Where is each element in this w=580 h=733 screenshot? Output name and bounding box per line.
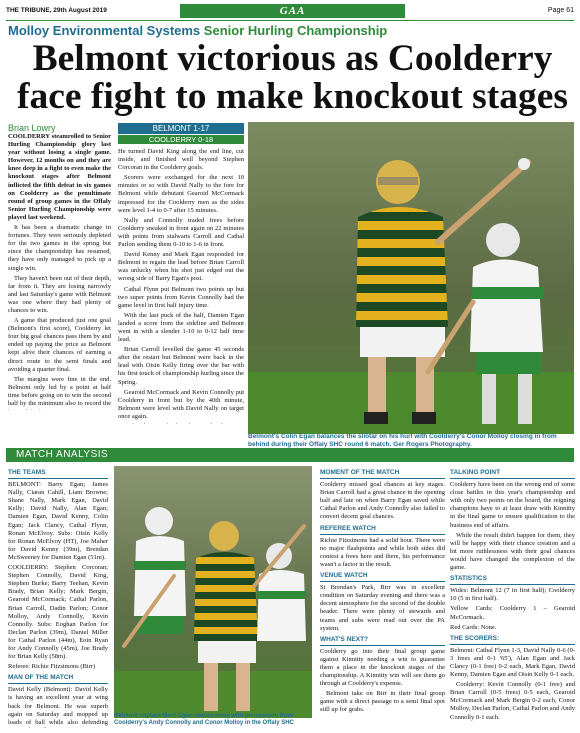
venue-heading: VENUE WATCH — [320, 572, 445, 582]
article-column-2-text — [118, 148, 244, 424]
kicker-sponsor: Molloy Environmental Systems — [8, 23, 201, 38]
match-analysis-title: MATCH ANALYSIS — [16, 449, 109, 460]
statistics-text: Wides: Belmont 12 (7 in first half); Coolderry 10 (5 in first half). — [450, 587, 575, 603]
article-paragraph: A game that produced just one goal (Belmont's first score), Coolderry let four big goal chances pass them by and ended up paying the price as Belmont kept alive their chances of earning a direct route to the semi finals and avoiding a quarter final. — [8, 317, 111, 373]
article-paragraph: He turned David King along the end line, cut inside, and finished well beyond Stephen Corcoran in the Coolderry goals. — [118, 148, 244, 172]
teams-heading: THE TEAMS — [8, 469, 108, 479]
team-coolderry: COOLDERRY: Stephen Corcoran; Stephen Connolly, David King, Stephen Burke; Barry Teehan, Kevin Brady, Brian Kelly; Mark Bergin, Gearoid McCormack; Cathal Parlon, Brian Carroll, Dadin Parlon; Conor Molloy, Andy Connolly, Kevin Connolly. Subs: Eoghan Parlon for Declan Parlon (39m), Daniel Miller for Cathal Parlon (44m), Eoin Ryan for Andy Connolly (45m), Joe Brady for Brian Kelly (58m). — [8, 564, 108, 661]
byline: Brian Lowry — [8, 123, 56, 133]
article-paragraph: They haven't been out of their depth, far from it. They are losing narrowly and last Saturday's game with Belmont was one where they had plenty of chances to win. — [8, 274, 111, 314]
next-text: Coolderry go into their final group game against Kinnitty needing a win to guarantee them a place in the knockout stages of the championship. A Kinnitty win will see them go through at Coolderry's expense. — [320, 647, 445, 688]
hurling-photo-secondary — [114, 466, 312, 718]
article-paragraph: Scorers were exchanged for the next 10 minutes or so with David Nally to the fore for Belmont while debutant Gearoid McCormack impressed for the Coolderry men as the sides were level 1-4 to 0-7 after 15 minutes. — [118, 174, 244, 214]
article-paragraph: With the last puck of the half, Damien Egan landed a score from the sideline and Belmont went in with a slender 1-10 to 0-12 half time lead. — [118, 311, 244, 344]
article-paragraph — [118, 423, 244, 424]
moment-text: Coolderry missed goal chances at key stages. Brian Carroll had a great chance in the opening half and late on when Barry Egan saved while Cathal Parlon and Andy Connolly also failed to convert decent goal chances. — [320, 481, 445, 521]
man-of-match-text: David Kelly (Belmont): David Kelly is having an excellent year at wing back for Belmont. He was superb again on Saturday and mopped up loads of ball while also defending — [8, 686, 108, 726]
talking-point-heading: TALKING POINT — [450, 469, 575, 479]
header-rule — [6, 20, 574, 21]
scorebox-belmont: BELMONT 1-17 — [118, 123, 244, 134]
teams-column — [8, 466, 108, 728]
photo-caption-secondary: Belmont captain Mark Egan comes away with possession from Coolderry's Andy Connolly and Conor Molloy in the Offaly SHC — [114, 713, 294, 727]
team-belmont: BELMONT: Barry Egan; James Nally, Ciaran Cahill, Liam Browne; Shane Nally, Mark Egan, David Kelly; David Nally, Alan Egan; Damien Egan, David Kenny, Colin Egan; Jack Clancy, Cathal Flynn, Ronan McElvoy. Subs: Oisin Kelly for Ronan McElvoy (HT), Joe Maher for David Kenny (39m), Brendan McSweeney for Damien Egan (51m). — [8, 481, 108, 561]
headline-line-2: face fight to make knockout stages — [16, 76, 568, 117]
talking-point-text: While the result didn't happen for them, they will be happy with their chance creation and a bit more ruthlessness with their goal chances would have changed the complexion of the game. — [450, 531, 575, 572]
match-analysis-banner — [6, 448, 574, 462]
moment-heading: MOMENT OF THE MATCH — [320, 469, 445, 479]
headline — [10, 40, 575, 116]
issue-date: THE TRIBUNE, 29th August 2019 — [6, 7, 107, 14]
statistics-text: Red Cards: None. — [450, 623, 497, 631]
article-lead: COOLDERRY steamrolled to Senior Hurling Championship glory last year without losing a single game. However, 12 months on and they are knee deep in a fight to even make the knockout stages after Belmont inflicted the fifth defeat in six games on Coolderry as the penultimate round of group games in the Offaly Senior Hurling Championship were played last weekend. — [8, 133, 111, 221]
kicker — [8, 23, 387, 38]
scorers-heading: THE SCORERS: — [450, 635, 575, 645]
page-number: Page 61 — [547, 7, 574, 14]
scorebox-coolderry: COOLDERRY 0-18 — [118, 134, 244, 144]
hurling-photo-main — [248, 122, 574, 434]
article-paragraph: David Kenny and Mark Egan responded for Belmont to regain the lead before Brian Carroll was unlucky when his shot just edged out the wrong side of Barry Egan's post. — [118, 251, 244, 283]
article-column-2 — [118, 123, 244, 420]
hurling-photo-main-graphic — [248, 122, 574, 434]
headline-line-1: Belmont victorious as Coolderry — [32, 38, 553, 79]
next-heading: WHAT'S NEXT? — [320, 636, 445, 646]
statistics-heading: STATISTICS — [450, 575, 575, 585]
scorers-text: Coolderry: Kevin Connolly (0-1 free) and Brian Carroll (0-5 frees) 0-5 each, Gearoid McCormack and Mark Bergin 0-2 each, Conor Molloy, Declan Parlon, Cathal Parlon and Andy Connolly 0-1 each. — [450, 681, 575, 721]
page-header — [0, 0, 580, 22]
article-paragraph: It has been a dramatic change in fortunes. They were seriously depleted for the two games in the spring but since the championship has resumed, they have only managed to pick up a single win. — [8, 224, 111, 272]
article-paragraph: Cathal Flynn put Belmont two points up but two super points from Kevin Connolly had the game level in first half injury time. — [118, 285, 244, 309]
article-paragraph: The margins were fine in the end. Belmont only led by a point at half time before going on to win the second half by the minimum also to record the — [8, 375, 111, 407]
talking-point-text: Coolderry have been on the wrong end of some close battles in this year's championship and with only two points on the board, the reigning champions have to at least draw with Kinnitty in the final game to ensure qualification to the business end of affairs. — [450, 481, 575, 529]
venue-text: St Brendan's Park, Birr was in excellent condition on Saturday evening and there was a decent atmosphere for the second of the double header. There were plenty of stewards and teams and subs were read out over the PA system. — [320, 584, 445, 632]
article-paragraph: Gearoid McCormack and Kevin Connolly put Coolderry in front but by the 40th minute, Belmont were level with David Nally on target once again. — [118, 388, 244, 420]
next-text: Belmont take on Birr in their final group game with a direct passage to a semi final spot still up for grabs. — [320, 690, 445, 714]
referee: Referee: Richie Fitzsimons (Birr) — [8, 663, 96, 671]
statistics-text: Yellow Cards: Coolderry 1 – Gearoid McCormack. — [450, 605, 575, 621]
article-paragraph: Nally and Connolly traded frees before Coolderry sneaked in front again on 22 minutes with points from stalwarts Carroll and Cathal Parlon sending them 0-10 to 1-6 in front. — [118, 216, 244, 249]
man-of-match-heading: MAN OF THE MATCH — [8, 674, 108, 684]
article-column-1 — [8, 133, 111, 410]
analysis-column-middle — [320, 466, 445, 728]
section-tag: GAA — [180, 4, 405, 18]
analysis-column-right — [450, 466, 575, 728]
kicker-competition: Senior Hurling Championship — [203, 23, 388, 38]
photo-caption-main: Belmont's Colin Egan balances the sliotar on his hurl with Coolderry's Conor Molloy closing in from behind during their Offaly SHC round 6 match. Ger Rogers Photography. — [248, 433, 557, 448]
scorebox — [118, 123, 244, 144]
referee-heading: REFEREE WATCH — [320, 525, 445, 535]
article-paragraph: Brian Carroll levelled the game 45 seconds after the restart but Belmont were back in the lead with Oisin Kelly firing over the bar with his first touch of championship hurling since the Spring. — [118, 346, 244, 386]
scorers-text: Belmont: Cathal Flynn 1-3, David Nally 0-6 (0-3 frees and 0-1 '65'), Alan Egan and Jack Clancy (0-1 free) 0-2 each, Mark Egan, David Kenny, Damien Egan and Oisin Kelly 0-1 each. — [450, 646, 575, 679]
referee-text: Richie Fitzsimons had a solid hour. There were no major flashpoints and while both sides did contest a frees here and there, his performance wasn't a factor in the result. — [320, 536, 445, 568]
hurling-photo-secondary-graphic — [114, 466, 312, 718]
